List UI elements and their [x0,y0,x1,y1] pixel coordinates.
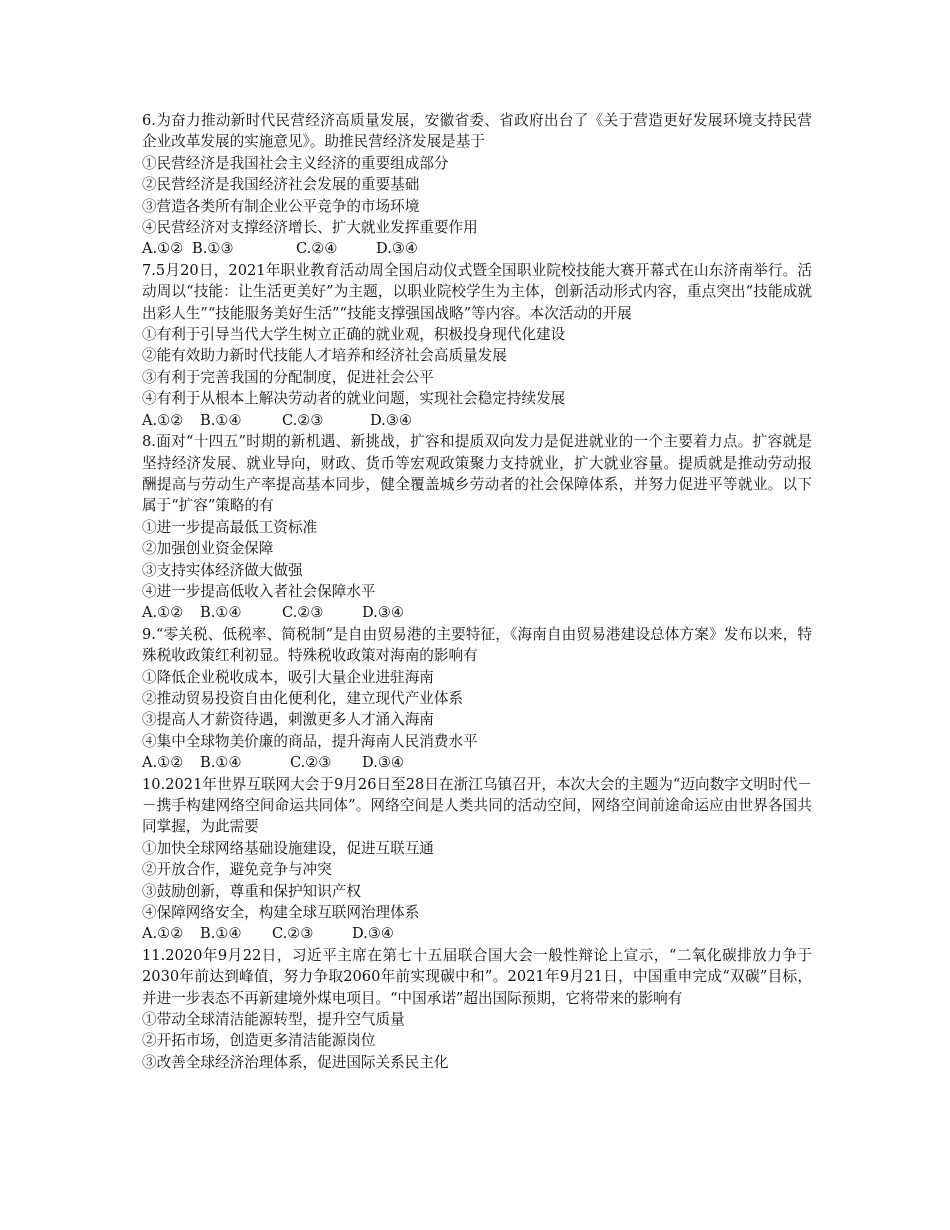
choice-d: D.③④ [352,925,394,943]
option-statement: ④进一步提高低收入者社会保障水平 [142,582,376,600]
question-7 [142,260,812,431]
question-11 [142,945,812,1073]
question-stem: 8.面对“十四五”时期的新机遇、新挑战，扩容和提质双向发力是促进就业的一个主要着力点。扩容就是坚持经济发展、就业导向，财政、货币等宏观政策聚力支持就业，扩大就业容量。提质就是推动劳动报酬提高与劳动生产率提高基本同步，健全覆盖城乡劳动者的社会保障体系，并努力促进平等就业。以下属于“扩容”策略的有 [142,433,812,515]
choice-d: D.③④ [370,411,412,429]
choice-b: B.①④ [200,754,242,772]
choice-c: C.②③ [282,604,324,622]
option-statement: ②民营经济是我国经济社会发展的重要基础 [142,176,420,194]
answer-choices [142,238,812,259]
choice-d: D.③④ [376,240,418,258]
option-statement: ②推动贸易投资自由化便利化，建立现代产业体系 [142,689,464,707]
choice-d: D.③④ [362,604,404,622]
option-statement: ②开拓市场，创造更多清洁能源岗位 [142,1032,376,1050]
choice-c: C.②④ [296,240,338,258]
question-stem: 10.2021年世界互联网大会于9月26日至28日在浙江乌镇召开，本次大会的主题为“迈向数字文明时代－－携手构建网络空间命运共同体”。网络空间是人类共同的活动空间，网络空间前途命运应由世界各国共同掌握，为此需要 [142,775,812,836]
answer-choices [142,923,812,944]
choice-c: C.②③ [282,411,324,429]
choice-a: A.①② [142,240,184,258]
option-statement: ③有利于完善我国的分配制度，促进社会公平 [142,368,434,386]
question-10 [142,774,812,945]
option-statement: ①带动全球清洁能源转型，提升空气质量 [142,1011,405,1029]
choice-a: A.①② [142,604,184,622]
question-stem: 6.为奋力推动新时代民营经济高质量发展，安徽省委、省政府出台了《关于营造更好发展环境支持民营企业改革发展的实施意见》。助推民营经济发展是基于 [142,112,812,151]
option-statement: ②加强创业资金保障 [142,540,274,558]
answer-choices [142,410,812,431]
exam-page [142,110,812,1073]
choice-c: C.②③ [290,754,332,772]
option-statement: ③支持实体经济做大做强 [142,561,303,579]
option-statement: ①有利于引导当代大学生树立正确的就业观，积极投身现代化建设 [142,326,566,344]
question-6 [142,110,812,260]
question-stem: 11.2020年9月22日，习近平主席在第七十五届联合国大会一般性辩论上宣示，“二氧化碳排放力争于2030年前达到峰值，努力争取2060年前实现碳中和”。2021年9月21日，中国重申完成“双碳”目标，并进一步表态不再新建境外煤电项目。“中国承诺”超出国际预期，它将带来的影响有 [142,946,812,1007]
option-statement: ②能有效助力新时代技能人才培养和经济社会高质量发展 [142,347,507,365]
option-statement: ④有利于从根本上解决劳动者的就业问题，实现社会稳定持续发展 [142,390,566,408]
choice-a: A.①② [142,754,184,772]
option-statement: ③提高人才薪资待遇，刺激更多人才涌入海南 [142,711,434,729]
choice-b: B.①④ [200,604,242,622]
option-statement: ①加快全球网络基础设施建设，促进互联互通 [142,839,434,857]
option-statement: ③改善全球经济治理体系，促进国际关系民主化 [142,1053,449,1071]
choice-d: D.③④ [362,754,404,772]
choice-c: C.②③ [272,925,314,943]
option-statement: ①降低企业税收成本，吸引大量企业进驻海南 [142,668,434,686]
choice-a: A.①② [142,411,184,429]
choice-b: B.①④ [200,925,242,943]
option-statement: ②开放合作，避免竞争与冲突 [142,861,332,879]
choice-a: A.①② [142,925,184,943]
option-statement: ④民营经济对支撑经济增长、扩大就业发挥重要作用 [142,219,478,237]
question-8 [142,431,812,624]
question-9 [142,624,812,774]
question-stem: 9.“零关税、低税率、简税制”是自由贸易港的主要特征，《海南自由贸易港建设总体方案》发布以来，特殊税收政策红利初显。特殊税收政策对海南的影响有 [142,625,812,665]
option-statement: ③营造各类所有制企业公平竞争的市场环境 [142,197,420,215]
option-statement: ①民营经济是我国社会主义经济的重要组成部分 [142,154,449,172]
option-statement: ①进一步提高最低工资标准 [142,518,318,536]
answer-choices [142,602,812,623]
option-statement: ④保障网络安全，构建全球互联网治理体系 [142,904,420,922]
choice-b: B.①③ [192,240,234,258]
choice-b: B.①④ [200,411,242,429]
option-statement: ③鼓励创新，尊重和保护知识产权 [142,882,361,900]
question-stem: 7.5月20日，2021年职业教育活动周全国启动仪式暨全国职业院校技能大赛开幕式在山东济南举行。活动周以“技能：让生活更美好”为主题，以职业院校学生为主体，创新活动形式内容，重点突出“技能成就出彩人生”“技能服务美好生活”“技能支撑强国战略”等内容。本次活动的开展 [142,261,812,322]
answer-choices [142,752,812,773]
option-statement: ④集中全球物美价廉的商品，提升海南人民消费水平 [142,732,478,750]
